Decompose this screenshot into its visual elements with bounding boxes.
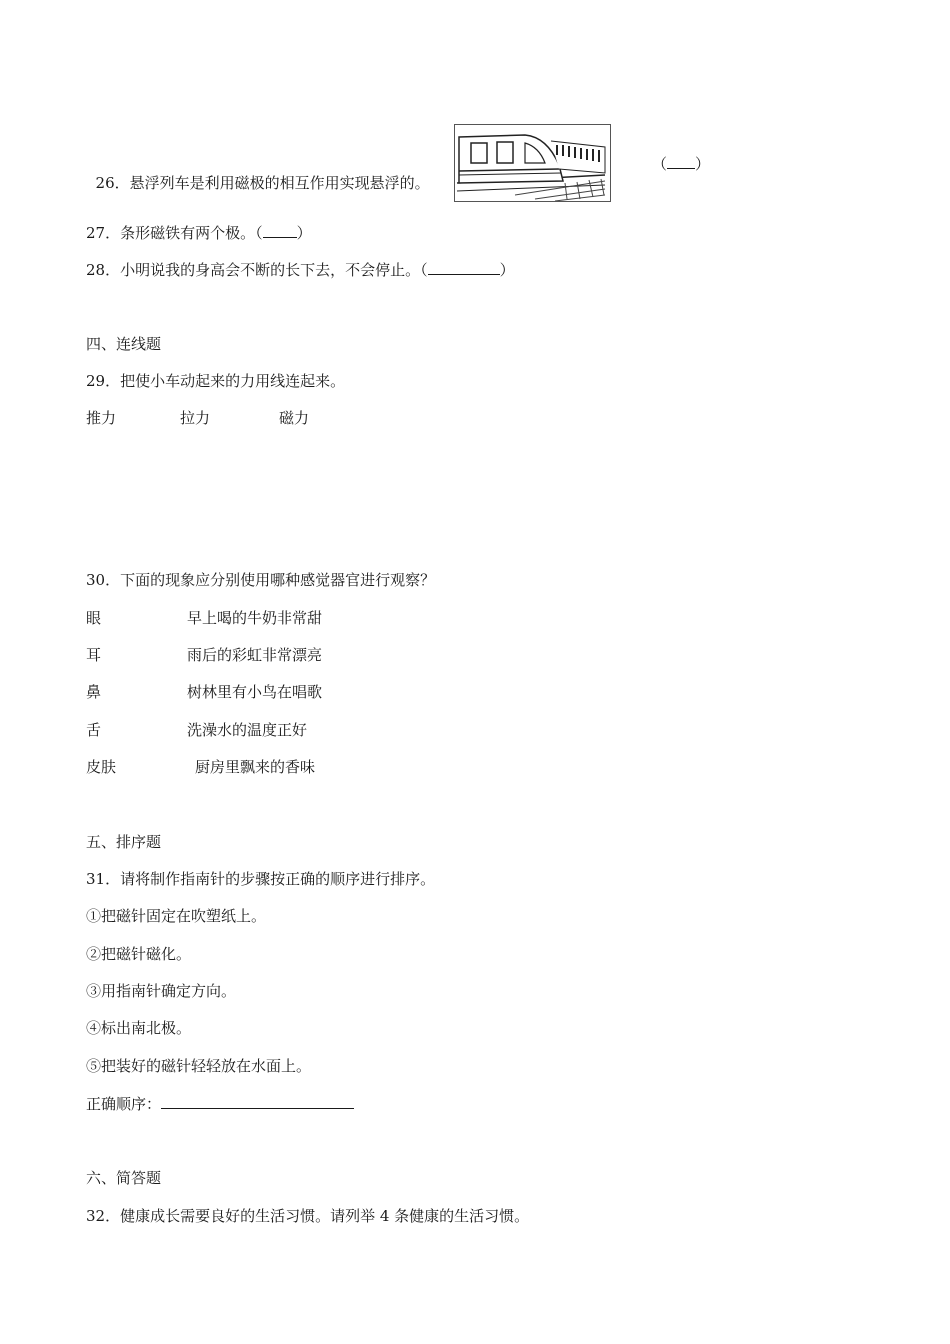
phenomenon-5[interactable]: 厨房里飘来的香味 (195, 758, 316, 776)
paren-close: ） (695, 155, 711, 173)
question-27-text: 27．条形磁铁有两个极。（ (86, 224, 263, 242)
maglev-train-drawing (455, 125, 610, 201)
organ-eye[interactable]: 眼 (86, 609, 102, 627)
section-4-title: 四、连线题 (86, 335, 162, 353)
step-3: ③用指南针确定方向。 (86, 982, 237, 1000)
organ-ear[interactable]: 耳 (86, 646, 102, 664)
paren-open: （ (652, 155, 668, 173)
section-5-title: 五、排序题 (86, 833, 162, 851)
paren-close: ） (296, 224, 312, 242)
phenomenon-4[interactable]: 洗澡水的温度正好 (187, 721, 308, 739)
answer-order-blank[interactable] (161, 1093, 354, 1109)
question-29-text: 29．把使小车动起来的力用线连起来。 (86, 372, 346, 390)
question-32-text: 32．健康成长需要良好的生活习惯。请列举 4 条健康的生活习惯。 (86, 1207, 530, 1225)
phenomenon-3[interactable]: 树林里有小鸟在唱歌 (187, 683, 323, 701)
step-1: ①把磁针固定在吹塑纸上。 (86, 907, 267, 925)
force-item-pull[interactable]: 拉力 (180, 409, 211, 427)
blank-line (667, 153, 695, 169)
question-28 (86, 259, 515, 280)
force-item-push[interactable]: 推力 (86, 409, 117, 427)
maglev-train-image (454, 124, 611, 202)
question-27-answer-blank[interactable] (263, 222, 297, 238)
step-2: ②把磁针磁化。 (86, 945, 192, 963)
phenomenon-1[interactable]: 早上喝的牛奶非常甜 (187, 609, 323, 627)
step-4: ④标出南北极。 (86, 1019, 192, 1037)
step-5: ⑤把装好的磁针轻轻放在水面上。 (86, 1057, 312, 1075)
section-6-title: 六、简答题 (86, 1169, 162, 1187)
organ-skin[interactable]: 皮肤 (86, 758, 117, 776)
question-31-text: 31．请将制作指南针的步骤按正确的顺序进行排序。 (86, 870, 436, 888)
answer-order-row (86, 1093, 354, 1114)
force-item-magnetic[interactable]: 磁力 (279, 409, 310, 427)
paren-close: ） (499, 261, 515, 279)
phenomenon-2[interactable]: 雨后的彩虹非常漂亮 (187, 646, 323, 664)
question-28-text: 28．小明说我的身高会不断的长下去，不会停止。（ (86, 261, 428, 279)
answer-order-label: 正确顺序： (86, 1095, 162, 1113)
question-26 (86, 153, 430, 193)
organ-nose[interactable]: 鼻 (86, 683, 102, 701)
organ-tongue[interactable]: 舌 (86, 721, 102, 739)
question-28-answer-blank[interactable] (428, 259, 500, 275)
question-26-answer-blank[interactable] (652, 153, 710, 174)
question-30-text: 30．下面的现象应分别使用哪种感觉器官进行观察？ (86, 571, 436, 589)
question-27 (86, 222, 312, 243)
question-26-text: 26．悬浮列车是利用磁极的相互作用实现悬浮的。 (95, 174, 430, 192)
